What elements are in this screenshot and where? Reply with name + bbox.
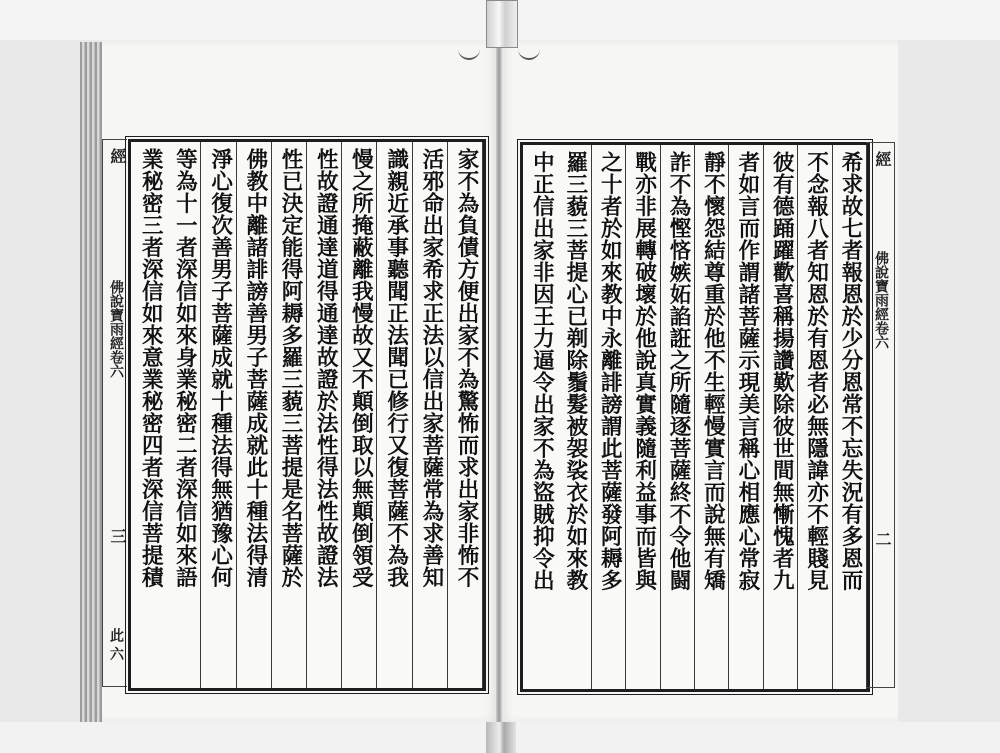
margin-title: 經 [873, 151, 892, 167]
column-text: 慢之所掩蔽離我慢故又不顛倒取以無顛倒領受 [348, 148, 374, 588]
text-column [413, 142, 448, 688]
column-text: 業秘密三者深信如來意業秘密四者深信菩提積 [138, 148, 164, 588]
text-column [695, 145, 729, 689]
text-column [342, 142, 377, 688]
column-text: 不念報八者知恩於有恩者必無隱諱亦不輕賤見 [803, 151, 829, 591]
column-text: 家不為負債方便出家不為驚怖而求出家非怖不 [454, 148, 479, 588]
margin-page-number: 二 [873, 531, 892, 547]
right-margin-strip [866, 142, 895, 688]
text-column [798, 145, 832, 689]
left-text-frame [128, 139, 486, 691]
text-column [201, 142, 236, 688]
text-column [592, 145, 626, 689]
text-column [661, 145, 695, 689]
text-column [272, 142, 307, 688]
text-column [626, 145, 660, 689]
column-text: 淨心復次善男子菩薩成就十種法得無猶豫心何 [207, 148, 233, 588]
binding-clip-bottom [486, 722, 516, 753]
column-text: 性已決定能得阿耨多羅三藐三菩提是名菩薩於 [278, 148, 303, 588]
text-column [764, 145, 798, 689]
column-text: 戰亦非展轉破壞於他說真實義隨利益事而皆與 [631, 151, 657, 591]
text-column [729, 145, 763, 689]
margin-mark: 此 六 [108, 628, 124, 661]
stacked-page-edges [80, 42, 104, 722]
column-text: 佛教中離諸誹謗善男子菩薩成就此十種法得清 [242, 148, 268, 588]
column-text: 等為十一者深信如來身業秘密二者深信如來語 [172, 148, 198, 588]
column-text: 彼有德踊躍歡喜稱揚讚歎除彼世間無慚愧者九 [769, 151, 795, 591]
text-column [132, 142, 166, 688]
text-column [557, 145, 591, 689]
column-text: 羅三藐三菩提心已剃除鬚髮被袈裟衣於如來教 [562, 151, 588, 591]
left-columns [131, 142, 483, 688]
text-column [307, 142, 342, 688]
column-text: 活邪命出家希求正法以信出家菩薩常為求善知 [418, 148, 444, 588]
book-gutter [496, 40, 502, 722]
binding-clip-top [486, 0, 518, 48]
column-text: 者如言而作謂諸菩薩示現美言稱心相應心常寂 [734, 151, 760, 591]
margin-page-number: 三 [108, 528, 127, 544]
column-text: 之十者於如來教中永離誹謗謂此菩薩發阿耨多 [597, 151, 623, 591]
right-text-frame [520, 142, 870, 692]
column-text: 識親近承事聽聞正法聞已修行又復菩薩不為我 [383, 148, 409, 588]
text-column [833, 145, 867, 689]
column-text: 詐不為慳悋嫉妬諂誑之所隨逐菩薩終不令他闘 [666, 151, 691, 591]
margin-section: 佛說寶雨經卷六 [108, 280, 124, 378]
text-column [166, 142, 201, 688]
column-text: 中正信出家非因王力逼令出家不為盜賊抑令出 [529, 151, 555, 591]
margin-section: 佛說寶雨經卷六 [873, 251, 889, 349]
text-column [237, 142, 272, 688]
right-columns [523, 145, 867, 689]
left-margin-strip [102, 139, 127, 687]
text-column [524, 145, 557, 689]
column-text: 靜不懷怨結尊重於他不生輕慢實言而說無有矯 [700, 151, 726, 591]
text-column [448, 142, 483, 688]
column-text: 希求故七者報恩於少分恩常不忘失況有多恩而 [838, 151, 863, 591]
margin-title: 經 [108, 148, 127, 164]
column-text: 性故證通達道得通達故證於法性得法性故證法 [313, 148, 339, 588]
text-column [377, 142, 412, 688]
